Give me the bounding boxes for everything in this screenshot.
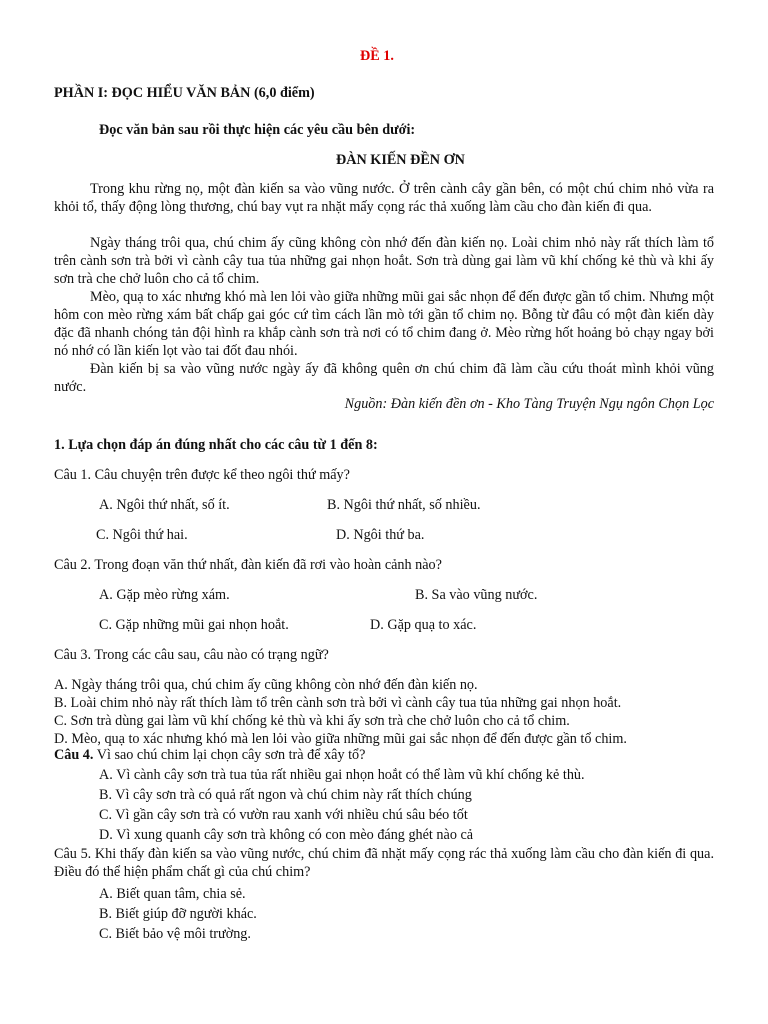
question-2: Câu 2. Trong đoạn văn thứ nhất, đàn kiến đã rơi vào hoàn cảnh nào? (54, 557, 442, 573)
q3-option-b: B. Loài chim nhỏ này rất thích làm tổ trên cành sơn trà bởi vì cành cây tua tủa những gai nhọn hoắt. (54, 695, 622, 711)
q3-option-d: D. Mèo, quạ to xác nhưng khó mà len lỏi vào giữa những mũi gai sắc nhọn để đến được gần tổ chim. (54, 731, 627, 747)
q4-option-a: A. Vì cành cây sơn trà tua tủa rất nhiều gai nhọn hoắt có thể làm vũ khí chống kẻ thù. (99, 767, 585, 783)
q2-option-d: D. Gặp quạ to xác. (370, 617, 477, 633)
story-paragraph-3: Mèo, quạ to xác nhưng khó mà len lỏi vào giữa những mũi gai sắc nhọn để đến được gần tổ chim. Nhưng một hôm con mèo rừng xám bất chấp gai góc cứ tìm cách lần mò tới gần tổ chim nọ. Bỗng từ đâu có một đàn kiến dày đặc đã nhanh chóng tản đội hình ra khắp cành sơn trà nơi có tổ chim đang ở. Mèo rừng hốt hoảng bỏ chạy ngay bởi nó nhớ có lần kiến lọt vào tai đốt đau nhói. (54, 289, 714, 359)
q4-option-c: C. Vì gần cây sơn trà có vườn rau xanh với nhiều chú sâu béo tốt (99, 807, 468, 823)
question-4-number: Câu 4. (54, 747, 94, 763)
q5-option-c: C. Biết bảo vệ môi trường. (99, 926, 251, 942)
story-paragraph-4: Đàn kiến bị sa vào vũng nước ngày ấy đã không quên ơn chú chim đã làm cầu cứu thoát mình khỏi vũng nước. (54, 361, 714, 395)
q4-option-d: D. Vì xung quanh cây sơn trà không có con mèo đáng ghét nào cả (99, 827, 474, 843)
q1-option-d: D. Ngôi thứ ba. (336, 527, 425, 543)
reading-instruction: Đọc văn bản sau rồi thực hiện các yêu cầu bên dưới: (99, 122, 416, 138)
exam-title: ĐỀ 1. (360, 48, 394, 64)
q2-option-a: A. Gặp mèo rừng xám. (99, 587, 230, 603)
question-3: Câu 3. Trong các câu sau, câu nào có trạng ngữ? (54, 647, 329, 663)
q5-option-b: B. Biết giúp đỡ người khác. (99, 906, 257, 922)
story-paragraph-1: Trong khu rừng nọ, một đàn kiến sa vào vũng nước. Ở trên cành cây gần bên, có một chú chim nhỏ vừa ra khỏi tổ, thấy động lòng thương, chú bay vụt ra nhặt mấy cọng rác thả xuống làm cầu cho đàn kiến đi qua. (54, 181, 714, 215)
question-5: Câu 5. Khi thấy đàn kiến sa vào vũng nước, chú chim đã nhặt mấy cọng rác thả xuống làm cầu cho đàn kiến đi qua. Điều đó thể hiện phẩm chất gì của chú chim? (54, 846, 714, 880)
story-title: ĐÀN KIẾN ĐỀN ƠN (336, 152, 465, 168)
question-4-text: Vì sao chú chim lại chọn cây sơn trà để xây tổ? (93, 747, 366, 763)
q1-option-b: B. Ngôi thứ nhất, số nhiều. (327, 497, 481, 513)
q5-option-a: A. Biết quan tâm, chia sẻ. (99, 886, 246, 902)
question-1: Câu 1. Câu chuyện trên được kể theo ngôi thứ mấy? (54, 467, 350, 483)
section1-heading: 1. Lựa chọn đáp án đúng nhất cho các câu từ 1 đến 8: (54, 437, 378, 453)
q2-option-b: B. Sa vào vũng nước. (415, 587, 538, 603)
q1-option-a: A. Ngôi thứ nhất, số ít. (99, 497, 230, 513)
story-paragraph-2: Ngày tháng trôi qua, chú chim ấy cũng không còn nhớ đến đàn kiến nọ. Loài chim nhỏ này rất thích làm tổ trên cành sơn trà bởi vì cành cây tua tủa những gai nhọn hoắt. Sơn trà dùng gai làm vũ khí chống kẻ thù và khi ấy sơn trà che chở luôn cho cả tổ chim. (54, 235, 714, 287)
question-4 (54, 746, 365, 764)
q3-option-a: A. Ngày tháng trôi qua, chú chim ấy cũng không còn nhớ đến đàn kiến nọ. (54, 677, 478, 693)
q2-option-c: C. Gặp những mũi gai nhọn hoắt. (99, 617, 289, 633)
q4-option-b: B. Vì cây sơn trà có quả rất ngon và chú chim này rất thích chúng (99, 787, 472, 803)
part1-heading: PHẦN I: ĐỌC HIỂU VĂN BẢN (6,0 điểm) (54, 85, 315, 101)
q3-option-c: C. Sơn trà dùng gai làm vũ khí chống kẻ thù và khi ấy sơn trà che chở luôn cho cả tổ chim. (54, 713, 570, 729)
story-source: Nguồn: Đàn kiến đền ơn - Kho Tàng Truyện Ngụ ngôn Chọn Lọc (344, 396, 714, 412)
q1-option-c: C. Ngôi thứ hai. (96, 527, 188, 543)
